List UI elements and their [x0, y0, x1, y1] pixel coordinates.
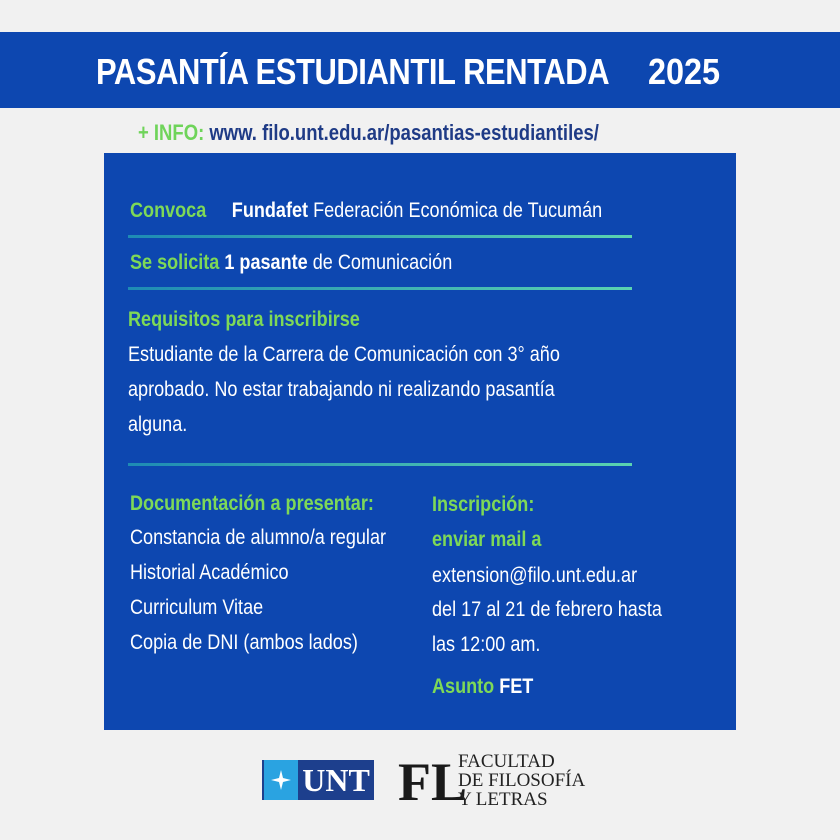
- convoca-org-full: Federación Económica de Tucumán: [313, 199, 603, 222]
- documentacion-title-text: Documentación a presentar:: [130, 492, 374, 515]
- inscripcion-email-text[interactable]: extension@filo.unt.edu.ar: [432, 564, 638, 587]
- asunto-row: [432, 673, 550, 701]
- ffyl-logo-text: [458, 752, 585, 809]
- documentacion-item: [130, 629, 395, 657]
- documentacion-item-text: Historial Académico: [130, 561, 289, 584]
- requisitos-line-1: [128, 341, 630, 369]
- year-label: [648, 52, 728, 92]
- year-text: 2025: [648, 51, 721, 92]
- requisitos-line-2-text: aprobado. No estar trabajando ni realizando pasantía: [128, 378, 555, 401]
- documentacion-item: [130, 594, 285, 622]
- inscripcion-title: [432, 491, 551, 519]
- divider-1: [128, 235, 632, 238]
- ffyl-initials: FL: [398, 752, 468, 812]
- inscripcion-dates-2-text: las 12:00 am.: [432, 633, 541, 656]
- info-line: [138, 118, 687, 148]
- asunto-value: FET: [499, 675, 534, 698]
- divider-3: [128, 463, 632, 466]
- main-card: [104, 153, 736, 730]
- inscripcion-email[interactable]: [432, 562, 670, 590]
- inscripcion-dates-1-text: del 17 al 21 de febrero hasta: [432, 598, 662, 621]
- ffyl-line-1: FACULTAD: [458, 751, 555, 772]
- documentacion-item-text: Curriculum Vitae: [130, 596, 264, 619]
- inscripcion-dates-2: [432, 631, 558, 659]
- asunto-label: Asunto: [432, 675, 495, 698]
- solicita-row-inner: [130, 249, 452, 277]
- documentacion-title: [130, 490, 414, 518]
- divider-2: [128, 287, 632, 290]
- requisitos-line-2: [128, 376, 624, 404]
- convoca-label: Convoca: [130, 199, 207, 222]
- inscripcion-subtitle-text: enviar mail a: [432, 528, 542, 551]
- asunto-row-inner: [432, 673, 533, 701]
- solicita-label: Se solicita: [130, 251, 220, 274]
- documentacion-item-text: Copia de DNI (ambos lados): [130, 631, 358, 654]
- solicita-row: [130, 249, 505, 277]
- solicita-count: 1 pasante: [224, 251, 308, 274]
- convoca-row-inner: [130, 197, 602, 225]
- title-text: PASANTÍA ESTUDIANTIL RENTADA: [96, 51, 610, 92]
- convoca-org: Fundafet: [231, 199, 309, 222]
- solicita-area: de Comunicación: [312, 251, 453, 274]
- ffyl-emblem-icon: [396, 752, 468, 812]
- page-title: [96, 52, 693, 92]
- unt-logo-text: UNT: [302, 762, 370, 798]
- inscripcion-subtitle: [432, 526, 559, 554]
- info-url[interactable]: www. filo.unt.edu.ar/pasantias-estudiantiles/: [209, 120, 599, 145]
- documentacion-item-text: Constancia de alumno/a regular: [130, 526, 387, 549]
- info-label: + INFO:: [138, 120, 205, 145]
- documentacion-item: [130, 559, 314, 587]
- requisitos-title-text: Requisitos para inscribirse: [128, 308, 360, 331]
- inscripcion-title-text: Inscripción:: [432, 493, 535, 516]
- requisitos-title: [128, 306, 398, 334]
- requisitos-line-3: [128, 411, 197, 439]
- inscripcion-dates-1: [432, 596, 699, 624]
- ffyl-line-2: DE FILOSOFÍA: [458, 770, 586, 791]
- info-line-inner: [138, 118, 599, 148]
- requisitos-line-3-text: alguna.: [128, 413, 188, 436]
- ffyl-line-3: Y LETRAS: [458, 789, 548, 810]
- requisitos-line-1-text: Estudiante de la Carrera de Comunicación con 3° año: [128, 343, 560, 366]
- documentacion-item: [130, 524, 428, 552]
- unt-logo: [262, 760, 374, 800]
- star-icon: [264, 760, 298, 800]
- convoca-row: [130, 197, 679, 225]
